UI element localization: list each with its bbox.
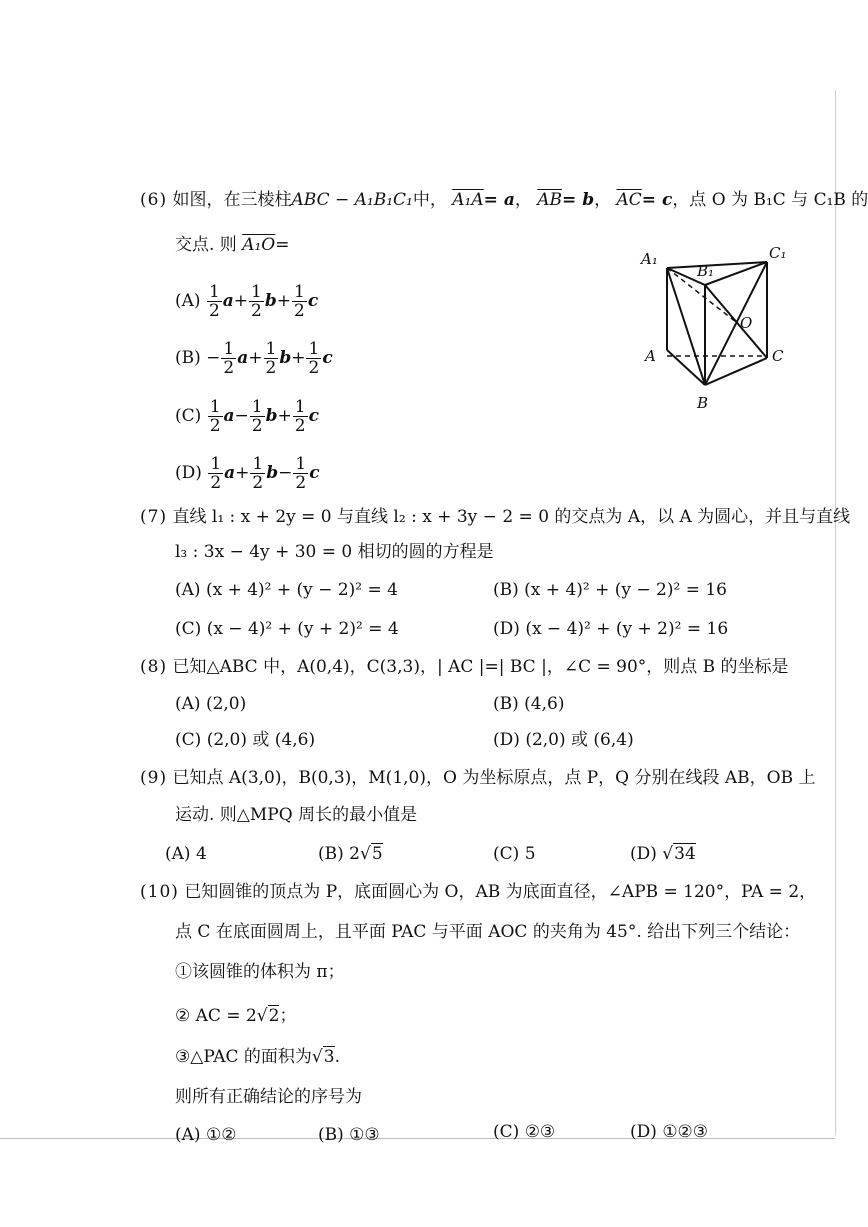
q6-vector-ac: $\overline{AC}$: [616, 190, 642, 210]
q6-vector-a1a: A₁A: [452, 190, 484, 210]
q7-option-b: (B) (x + 4)² + (y − 2)² = 16: [493, 580, 727, 600]
fraction-denominator: 2: [251, 301, 262, 321]
q10-option-a: (A) ①②: [175, 1125, 237, 1145]
q6-vector-var: a: [223, 406, 235, 426]
fraction-numerator: 1: [251, 397, 263, 417]
q10-text-1: 已知圆锥的顶点为 P，底面圆心为 O，AB 为底面直径，∠APB = 120°，PA = 2，: [184, 882, 817, 902]
q6-option-b: [175, 340, 333, 377]
q8-option-c: (C) (2,0) 或 (4,6): [175, 730, 316, 750]
q6-fraction: [250, 455, 265, 492]
q6-option-sign: −: [206, 348, 221, 368]
q6-text-2: 交点. 则: [175, 235, 237, 255]
q9-option-d: (D) √34: [630, 844, 696, 864]
fraction-numerator: 1: [251, 282, 262, 302]
q6-option-sign: +: [276, 291, 292, 311]
q10-option-c: (C) ②③: [493, 1122, 556, 1142]
fraction-denominator: 2: [209, 416, 221, 436]
fraction-numerator: 1: [294, 397, 306, 417]
q10-conclusion-3: ③△PAC 的面积为√3.: [175, 1047, 340, 1067]
q7-option-d: (D) (x − 4)² + (y + 2)² = 16: [493, 619, 729, 639]
q6-option-label: (C): [175, 406, 202, 426]
q6-vector-var: a: [222, 291, 234, 311]
q9-number: (9): [140, 768, 168, 788]
q8-option-a: (A) (2,0): [175, 694, 247, 714]
q6-stem-line2: [175, 233, 290, 257]
fraction-denominator: 2: [308, 358, 320, 378]
q10-conclusion-2: ② AC = 2√2；: [175, 1006, 297, 1026]
fraction-numerator: 1: [223, 339, 235, 359]
q10-stem-line1: [140, 880, 816, 904]
q6-option-label: (A): [175, 291, 201, 311]
q8-option-b: (B) (4,6): [493, 694, 565, 714]
q9-option-a: (A) 4: [165, 844, 207, 864]
q6-text-mid: 中，: [412, 190, 447, 210]
q6-vector-var: c: [309, 463, 320, 483]
fraction-numerator: 1: [294, 282, 305, 302]
q9-option-b: (B) 2√5: [318, 844, 383, 864]
label-b: B: [697, 394, 709, 412]
q10-option-b: (B) ①③: [318, 1125, 380, 1145]
fraction-denominator: 2: [208, 301, 220, 321]
q9-radicand-b: 5: [371, 844, 383, 864]
q10-c2-radicand: 2: [268, 1006, 280, 1026]
q6-option-sign: +: [235, 463, 250, 483]
q10-ask: [175, 1085, 362, 1109]
q7-text-1: 直线 l₁ : x + 2y = 0 与直线 l₂ : x + 3y − 2 = 0 的交点为 A，以 A 为圆心，并且与直线: [172, 507, 851, 527]
q9-text-1: 已知点 A(3,0)，B(0,3)，M(1,0)，O 为坐标原点，点 P，Q 分别在线段 AB，OB 上: [172, 768, 816, 788]
q6-fraction: [250, 398, 265, 435]
q6-option-sign: +: [277, 406, 292, 426]
q10-c3-post: .: [334, 1047, 340, 1067]
q6-option-label: (D): [175, 463, 202, 483]
q10-c3-radicand: 3: [323, 1047, 335, 1067]
q6-vector-var: b: [265, 406, 278, 426]
label-c: C: [772, 347, 784, 365]
q6-option-sign: +: [233, 291, 249, 311]
q7-text-2: l₃ : 3x − 4y + 30 = 0 相切的圆的方程是: [175, 542, 494, 562]
q6-fraction: [208, 455, 223, 492]
q10-c2-pre: ② AC = 2: [175, 1006, 257, 1026]
q10-stem-line2: [175, 920, 800, 944]
fraction-numerator: 1: [209, 397, 221, 417]
q6-text: 如图，在三棱柱: [172, 190, 292, 210]
q6-fraction: [293, 455, 308, 492]
prism-figure: [635, 240, 805, 420]
q6-vector-var: a: [224, 463, 236, 483]
q6-eq-end: =: [275, 235, 290, 255]
q10-option-d: (D) ①②③: [630, 1122, 709, 1142]
q8-number: (8): [140, 657, 168, 677]
fraction-denominator: 2: [265, 358, 277, 378]
q6-vector-var: b: [279, 348, 292, 368]
q7-option-a: (A) (x + 4)² + (y − 2)² = 4: [175, 580, 398, 600]
q10-c1-text: ①该圆锥的体积为 π；: [175, 962, 345, 982]
fraction-denominator: 2: [294, 416, 306, 436]
q6-option-sign: −: [278, 463, 293, 483]
fraction-denominator: 2: [251, 416, 263, 436]
q6-vector-var: c: [308, 406, 319, 426]
q6-fraction: [292, 283, 307, 320]
q6-stem-line1: (6) 如图，在三棱柱ABC − A₁B₁C₁中， A₁A= a， $\overline{AB}= b$， $\overline{AC}= c$，点 O 为 B₁C 与 C₁B 的: [140, 190, 868, 210]
q10-ask-text: 则所有正确结论的序号为: [175, 1087, 362, 1107]
q6-text-post: ，点 O 为 B₁C 与 C₁B 的: [672, 190, 868, 210]
scan-edge-right: [835, 90, 836, 1135]
q9-text-2: 运动. 则△MPQ 周长的最小值是: [175, 805, 418, 825]
label-o: O: [740, 314, 753, 332]
q6-option-sign: +: [291, 348, 306, 368]
q6-number: (6): [140, 190, 168, 210]
q10-number: (10): [140, 882, 179, 902]
q10-c3-pre: ③△PAC 的面积为: [175, 1047, 312, 1067]
q6-fraction: [306, 340, 321, 377]
q6-fraction: [293, 398, 308, 435]
scan-edge-bottom: [0, 1138, 835, 1139]
q8-option-d: (D) (2,0) 或 (6,4): [493, 730, 634, 750]
q7-number: (7): [140, 507, 168, 527]
q6-prism: ABC − A₁B₁C₁: [291, 190, 413, 210]
q6-eq-c: = c: [641, 190, 673, 210]
q6-vector-a1o: A₁O: [242, 235, 276, 255]
q6-eq-b: = b: [562, 190, 595, 210]
label-a1: A₁: [641, 250, 658, 268]
label-c1: C₁: [769, 244, 787, 262]
q6-vector-var: b: [264, 291, 277, 311]
q9-option-c: (C) 5: [493, 844, 536, 864]
q6-option-d: [175, 455, 320, 492]
q6-vector-var: a: [237, 348, 249, 368]
q6-option-a: [175, 283, 318, 320]
fraction-denominator: 2: [294, 301, 305, 321]
fraction-numerator: 1: [265, 339, 277, 359]
q8-stem-line1: [140, 655, 789, 679]
q7-option-c: (C) (x − 4)² + (y + 2)² = 4: [175, 619, 399, 639]
q10-conclusion-1: [175, 960, 345, 984]
q6-vector-ab: $\overline{AB}$: [537, 190, 563, 210]
q6-option-label: (B): [175, 348, 201, 368]
q6-option-sign: +: [248, 348, 263, 368]
q6-vector-var: c: [307, 291, 319, 311]
label-a: A: [645, 347, 656, 365]
q6-fraction: [264, 340, 279, 377]
q10-text-2: 点 C 在底面圆周上，且平面 PAC 与平面 AOC 的夹角为 45°. 给出下列三个结论：: [175, 922, 801, 942]
q7-stem-line2: [175, 540, 494, 564]
q6-fraction: [221, 340, 236, 377]
q10-c2-post: ；: [279, 1006, 297, 1026]
q6-vector-var: c: [322, 348, 333, 368]
q6-option-c: [175, 398, 319, 435]
label-b1: B₁: [697, 262, 715, 280]
fraction-numerator: 1: [210, 454, 222, 474]
q9-radicand-d: 34: [674, 844, 696, 864]
q7-stem-line1: [140, 505, 850, 529]
fraction-denominator: 2: [252, 473, 264, 493]
q9-stem-line1: [140, 766, 816, 790]
fraction-denominator: 2: [210, 473, 222, 493]
fraction-numerator: 1: [308, 339, 320, 359]
q8-text-1: 已知△ABC 中，A(0,4)，C(3,3)，| AC |=| BC |，∠C = 90°，则点 B 的坐标是: [172, 657, 789, 677]
q9-stem-line2: [175, 803, 417, 827]
fraction-denominator: 2: [295, 473, 307, 493]
fraction-numerator: 1: [252, 454, 264, 474]
q6-eq-a: = a: [483, 190, 515, 210]
q6-fraction: [249, 283, 264, 320]
q6-vector-var: b: [266, 463, 279, 483]
q6-fraction: [207, 283, 222, 320]
fraction-denominator: 2: [223, 358, 235, 378]
q6-fraction: [208, 398, 223, 435]
q6-option-sign: −: [234, 406, 249, 426]
fraction-numerator: 1: [208, 282, 220, 302]
fraction-numerator: 1: [295, 454, 307, 474]
